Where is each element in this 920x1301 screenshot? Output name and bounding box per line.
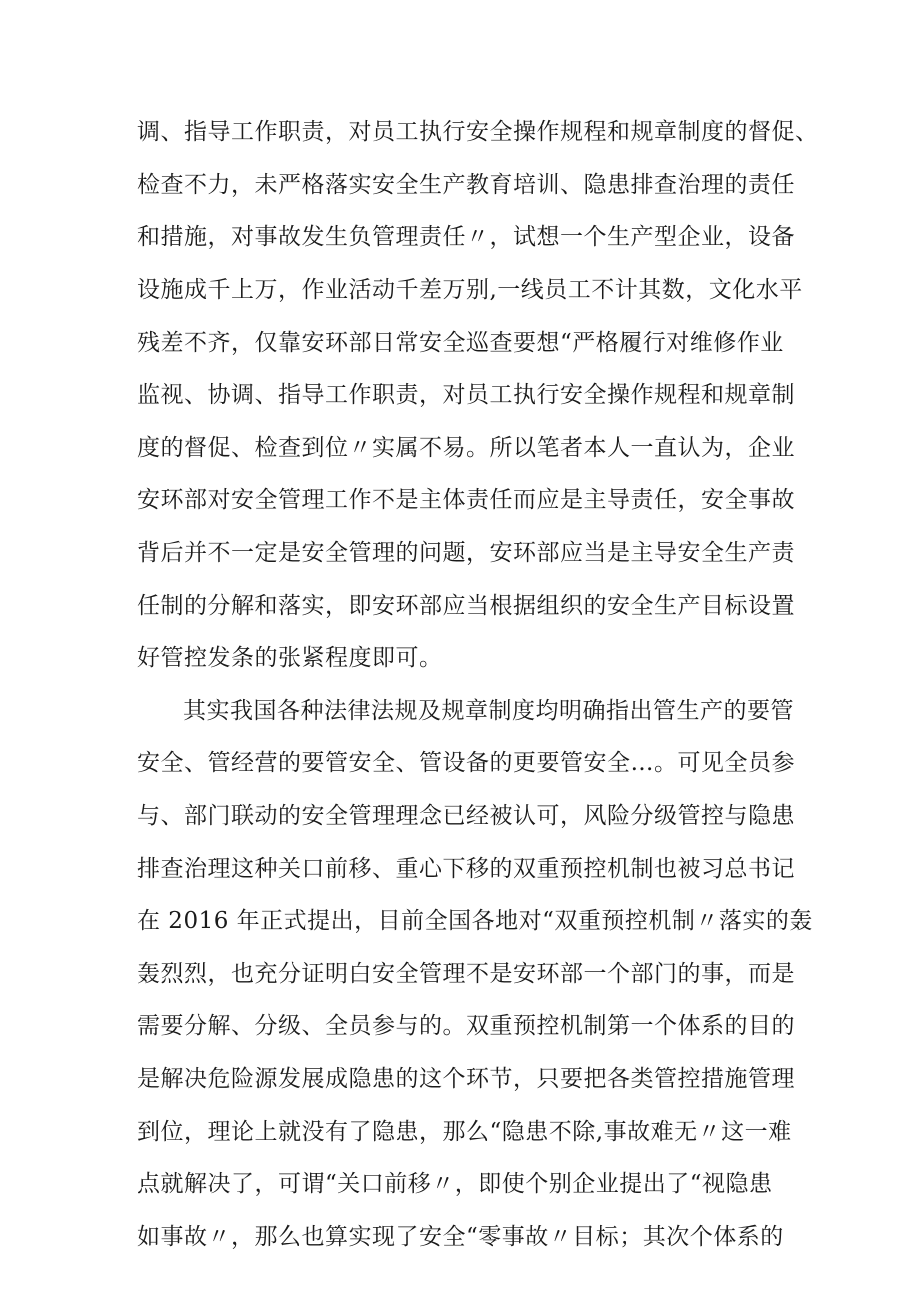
text-line: 安环部对安全管理工作不是主体责任而应是主导责任，安全事故 xyxy=(137,487,795,513)
text-line: 任制的分解和落实，即安环部应当根据组织的安全生产目标设置 xyxy=(137,593,795,619)
text-line: 好管控发条的张紧程度即可。 xyxy=(137,645,443,671)
text-line: 轰烈烈，也充分证明白安全管理不是安环部一个部门的事，而是 xyxy=(137,961,795,987)
text-line: 点就解决了，可谓“关口前移〃，即使个别企业提出了“视隐患 xyxy=(137,1171,773,1197)
text-line: 设施成千上万，作业活动千差万别,一线员工不计其数，文化水平 xyxy=(137,277,803,303)
text-line: 调、指导工作职责，对员工执行安全操作规程和规章制度的督促、 xyxy=(137,119,819,145)
text-line: 在 2016 年正式提出，目前全国各地对“双重预控机制〃落实的轰 xyxy=(137,908,813,934)
text-line: 到位，理论上就没有了隐患，那么“隐患不除,事故难无〃这一难 xyxy=(137,1119,792,1145)
text-line: 和措施，对事故发生负管理责任〃，试想一个生产型企业，设备 xyxy=(137,224,795,250)
text-line: 如事故〃，那么也算实现了安全“零事故〃目标；其次个体系的 xyxy=(137,1224,784,1250)
text-line: 是解决危险源发展成隐患的这个环节，只要把各类管控措施管理 xyxy=(137,1066,795,1092)
text-line: 监视、协调、指导工作职责，对员工执行安全操作规程和规章制 xyxy=(137,382,795,408)
text-line: 需要分解、分级、全员参与的。双重预控机制第一个体系的目的 xyxy=(137,1013,795,1039)
text-line: 与、部门联动的安全管理理念已经被认可，风险分级管控与隐患 xyxy=(137,803,795,829)
text-line: 残差不齐，仅靠安环部日常安全巡查要想“严格履行对维修作业 xyxy=(137,330,784,356)
text-line: 其实我国各种法律法规及规章制度均明确指出管生产的要管 xyxy=(183,698,794,724)
text-line: 背后并不一定是安全管理的问题，安环部应当是主导安全生产责 xyxy=(137,540,795,566)
text-line: 检查不力，未严格落实安全生产教育培训、隐患排查治理的责任 xyxy=(137,172,795,198)
text-line: 度的督促、检查到位〃实属不易。所以笔者本人一直认为，企业 xyxy=(137,435,795,461)
text-line: 排查治理这种关口前移、重心下移的双重预控机制也被习总书记 xyxy=(137,856,795,882)
text-line: 安全、管经营的要管安全、管设备的更要管安全…。可见全员参 xyxy=(137,750,795,776)
